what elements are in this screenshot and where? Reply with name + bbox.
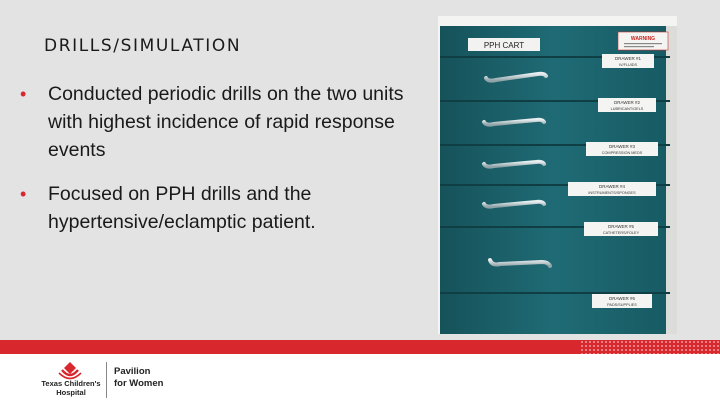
logo-divider bbox=[106, 362, 107, 398]
svg-text:DRAWER #2: DRAWER #2 bbox=[613, 100, 641, 105]
bullet-item bbox=[20, 180, 415, 236]
footer bbox=[0, 354, 720, 405]
cart-label-text: PPH CART bbox=[483, 41, 525, 50]
svg-text:DRAWER #4: DRAWER #4 bbox=[598, 184, 626, 189]
svg-text:IV/FLUIDS: IV/FLUIDS bbox=[618, 63, 638, 67]
svg-text:DRAWER #6: DRAWER #6 bbox=[608, 296, 636, 301]
svg-text:PADS/SUPPLIES: PADS/SUPPLIES bbox=[607, 303, 637, 307]
bullet-item bbox=[20, 80, 415, 164]
svg-text:DRAWER #1: DRAWER #1 bbox=[614, 56, 642, 61]
bullet-list bbox=[20, 80, 415, 252]
bullet-marker: • bbox=[20, 84, 27, 104]
logo-text: Texas Children's Hospital bbox=[41, 379, 101, 397]
bullet-text: Conducted periodic drills on the two units with highest incidence of rapid response events bbox=[48, 83, 404, 161]
pph-cart-photo bbox=[438, 16, 677, 334]
svg-text:DRAWER #3: DRAWER #3 bbox=[608, 144, 636, 149]
bullet-marker: • bbox=[20, 184, 27, 204]
warning-sticker-text: WARNING bbox=[630, 36, 656, 42]
svg-text:INSTRUMENTS/SPONGES: INSTRUMENTS/SPONGES bbox=[588, 191, 636, 195]
svg-text:COMPRESSION MEDS: COMPRESSION MEDS bbox=[601, 151, 643, 155]
footer-red-bar-pattern bbox=[580, 340, 720, 354]
slide-title: DRILLS/SIMULATION bbox=[44, 36, 242, 56]
footer-red-bar bbox=[0, 340, 720, 354]
svg-text:LUBRICANT/GELS: LUBRICANT/GELS bbox=[610, 107, 644, 111]
pavilion-for-women-text: Pavilion for Women bbox=[114, 366, 164, 389]
cart-body bbox=[440, 26, 670, 334]
texas-childrens-logo-icon bbox=[56, 360, 84, 380]
svg-text:DRAWER #5: DRAWER #5 bbox=[607, 224, 635, 229]
cart-side-edge bbox=[666, 26, 677, 334]
bullet-text: Focused on PPH drills and the hypertensive/eclamptic patient. bbox=[48, 183, 316, 233]
svg-text:CATHETERS/FOLEY: CATHETERS/FOLEY bbox=[602, 231, 640, 235]
